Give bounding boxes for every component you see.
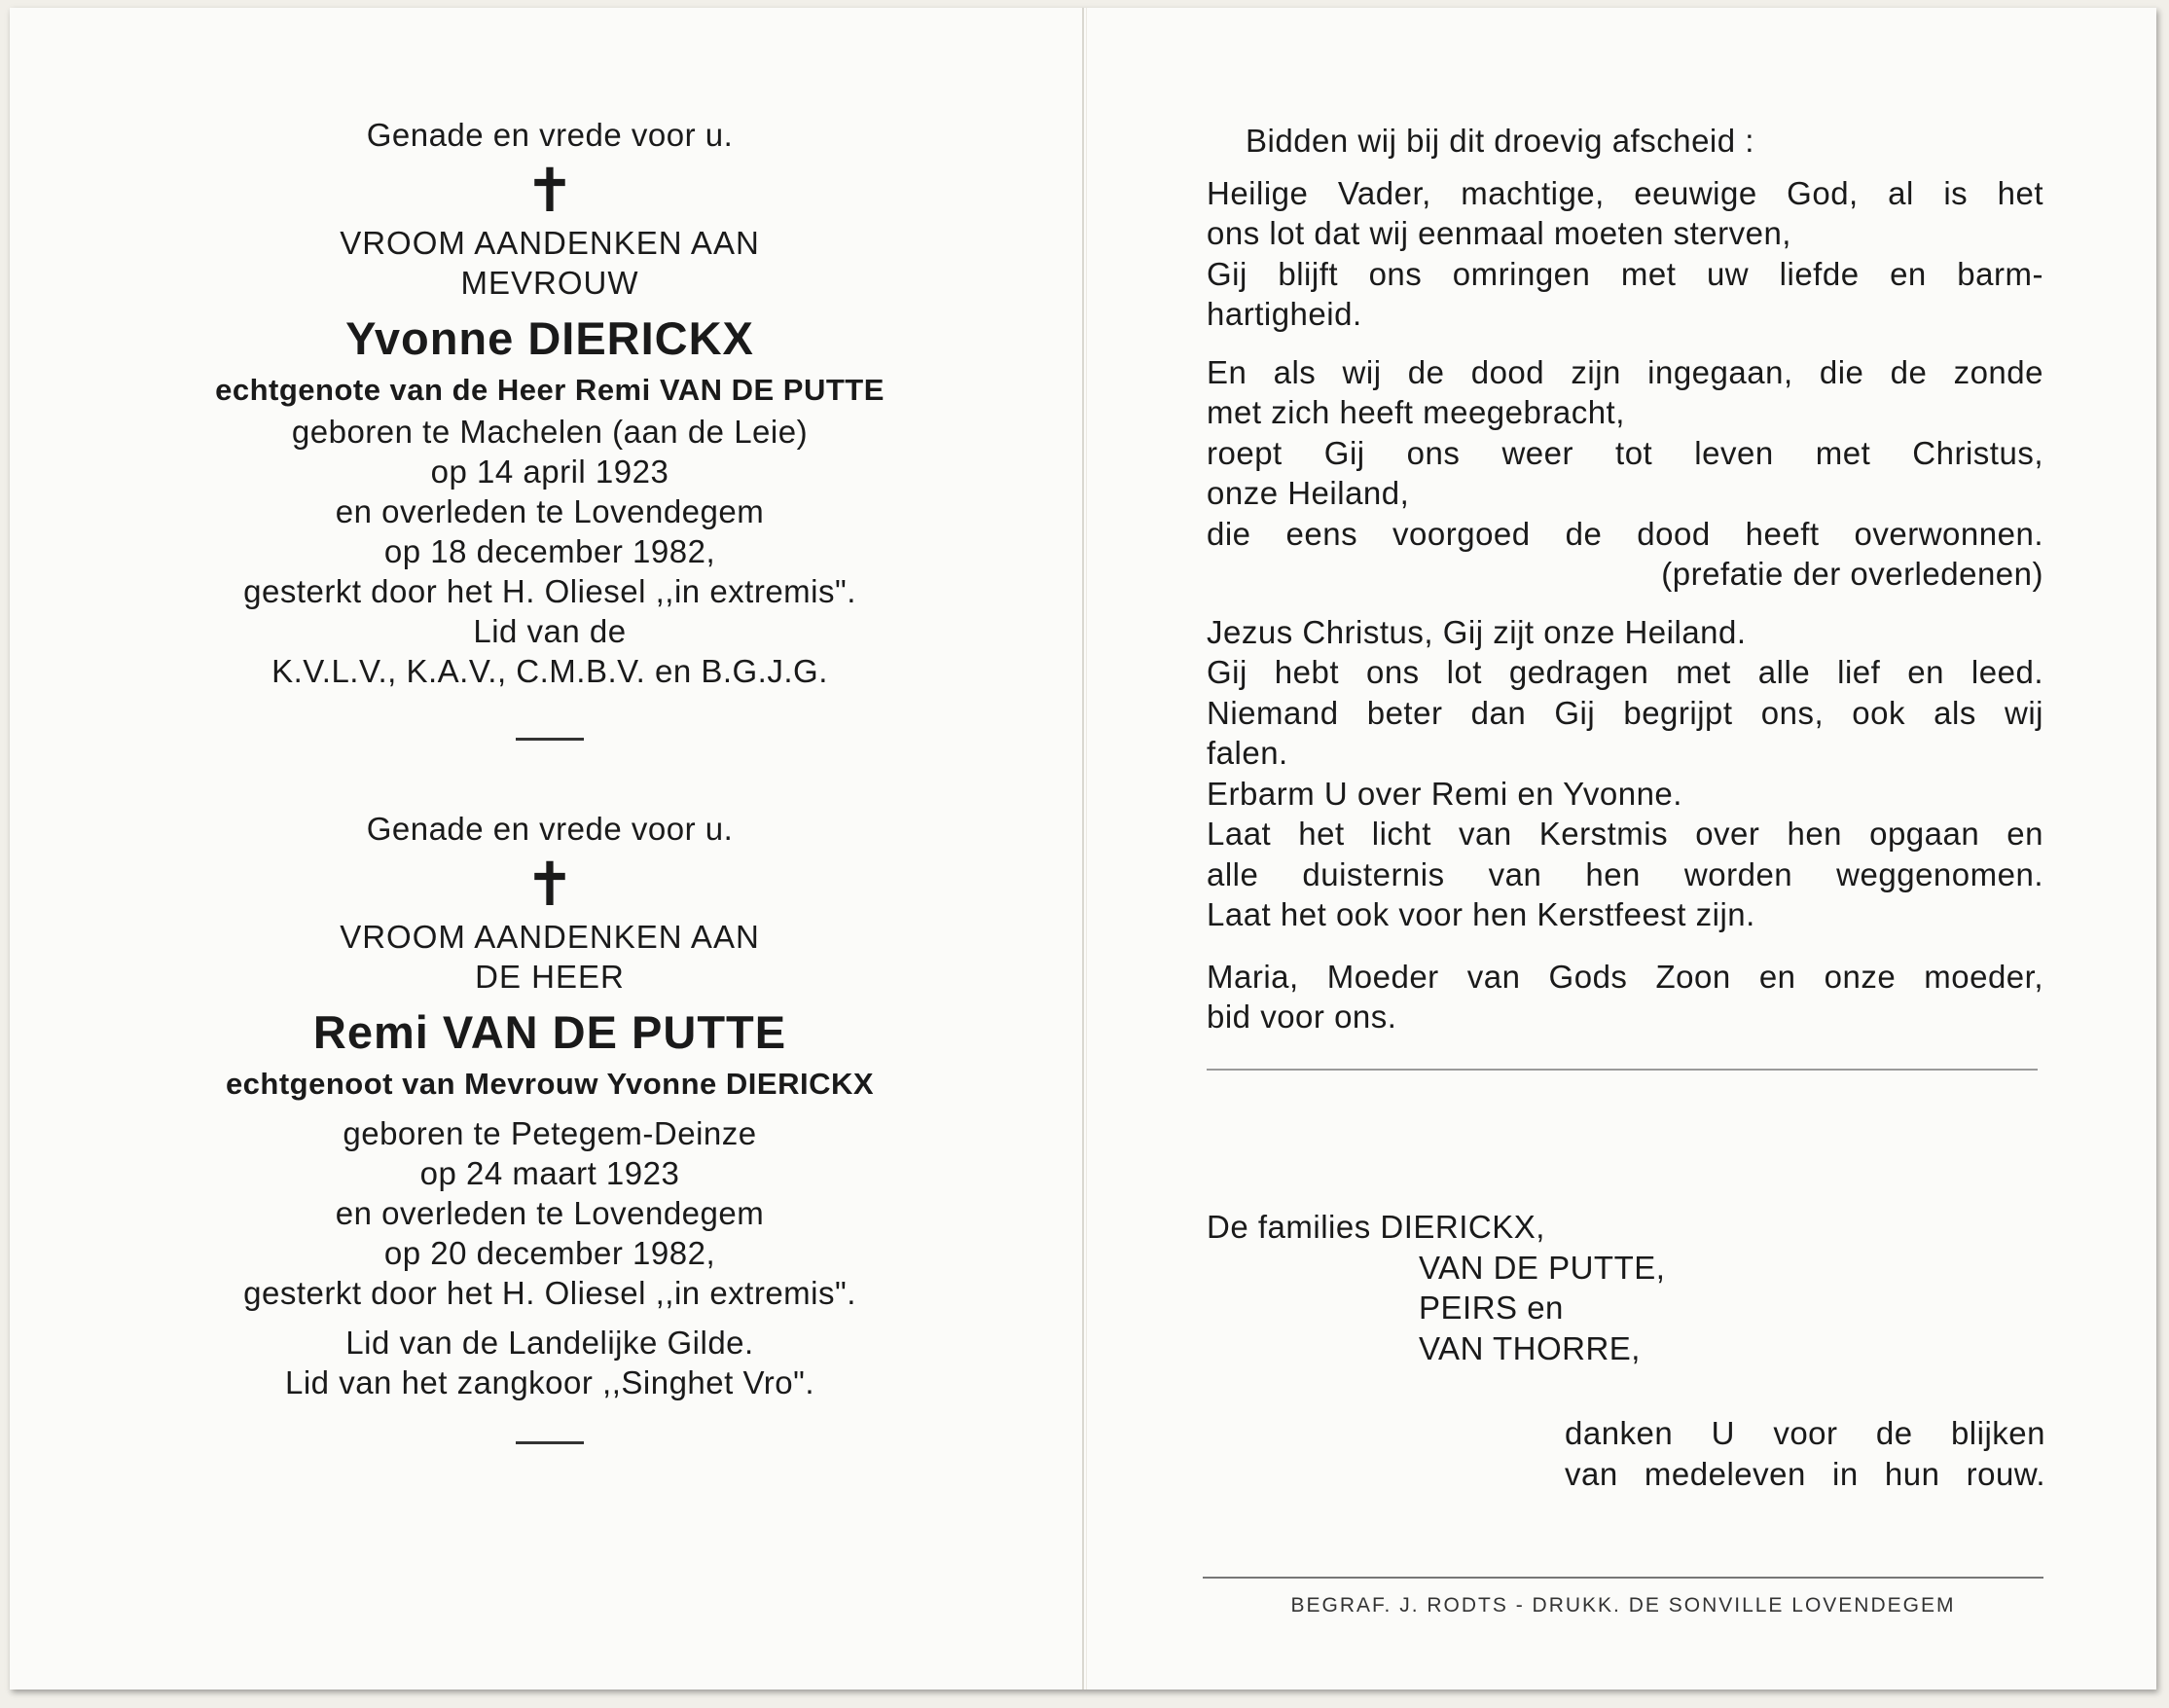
membership-label: Lid van de xyxy=(473,613,627,649)
printer-rule xyxy=(1203,1577,2043,1579)
prayer-line: Gij blijft ons omringen met uw liefde en barm- xyxy=(1207,255,2043,292)
sacrament-line: gesterkt door het H. Oliesel ,,in extremis". xyxy=(243,1275,856,1311)
death-date: op 18 december 1982, xyxy=(383,533,716,569)
prayer-line: bid voor ons. xyxy=(1207,999,1397,1035)
prayer-line: alle duisternis van hen worden weggenomen. xyxy=(1207,855,2043,892)
families-line: VAN THORRE, xyxy=(1419,1329,1641,1366)
cross-icon: ✝ xyxy=(524,155,575,226)
birth-place: geboren te Petegem-Deinze xyxy=(343,1115,757,1151)
birth-date: op 14 april 1923 xyxy=(430,454,669,490)
prayer-line: onze Heiland, xyxy=(1207,475,1410,511)
thanks-block xyxy=(1565,1413,2045,1494)
birth-place: geboren te Machelen (aan de Leie) xyxy=(291,414,809,450)
greeting: Genade en vrede voor u. xyxy=(366,811,734,847)
deceased-name: Remi VAN DE PUTTE xyxy=(312,1006,787,1058)
left-panel xyxy=(117,115,983,1444)
prayer-line: Laat het ook voor hen Kerstfeest zijn. xyxy=(1207,896,1755,932)
prayer-source: (prefatie der overledenen) xyxy=(1661,556,2043,592)
card-fold-shadow xyxy=(1086,8,1087,1690)
memorial-heading: VROOM AANDENKEN AAN xyxy=(340,225,760,261)
families-block xyxy=(1207,1207,2043,1368)
death-place: en overleden te Lovendegem xyxy=(335,493,765,529)
death-date: op 20 december 1982, xyxy=(383,1235,716,1271)
sacrament-line: gesterkt door het H. Oliesel ,,in extremis". xyxy=(243,573,856,609)
families-line: De families DIERICKX, xyxy=(1207,1209,1545,1245)
thanks-line: danken U voor de blijken xyxy=(1565,1415,2045,1451)
prayer-line: En als wij de dood zijn ingegaan, die de zonde xyxy=(1207,353,2043,390)
right-panel xyxy=(1207,121,2043,1071)
greeting: Genade en vrede voor u. xyxy=(366,117,734,153)
prayer-line: Jezus Christus, Gij zijt onze Heiland. xyxy=(1207,613,1747,650)
memorial-heading: VROOM AANDENKEN AAN xyxy=(340,919,760,955)
spouse-line: echtgenote van de Heer Remi VAN DE PUTTE xyxy=(215,373,885,407)
death-place: en overleden te Lovendegem xyxy=(335,1195,765,1231)
card-fold xyxy=(1082,8,1084,1690)
prayer-line: Heilige Vader, machtige, eeuwige God, al is het xyxy=(1207,174,2043,211)
families-line: VAN DE PUTTE, xyxy=(1419,1249,1666,1286)
membership-line: Lid van het zangkoor ,,Singhet Vro". xyxy=(285,1364,814,1400)
prayer-line: falen. xyxy=(1207,735,1288,771)
prayer-line: Maria, Moeder van Gods Zoon en onze moeder, xyxy=(1207,958,2043,995)
prayer-line: Laat het licht van Kerstmis over hen opgaan en xyxy=(1207,816,2043,852)
prayer-line: roept Gij ons weer tot leven met Christus, xyxy=(1207,434,2043,471)
membership-list: K.V.L.V., K.A.V., C.M.B.V. en B.G.J.G. xyxy=(271,653,828,689)
prayer-line: met zich heeft meegebracht, xyxy=(1207,394,1625,430)
prayer-line: hartigheid. xyxy=(1207,296,1362,332)
printer-credit: BEGRAF. J. RODTS - DRUKK. DE SONVILLE LOVENDEGEM xyxy=(1290,1594,1956,1617)
families-line: PEIRS en xyxy=(1419,1290,1564,1326)
prayer-line: ons lot dat wij eenmaal moeten sterven, xyxy=(1207,215,1791,251)
prayer-line: Erbarm U over Remi en Yvonne. xyxy=(1207,775,1682,812)
prayer-line: Gij hebt ons lot gedragen met alle lief en leed. xyxy=(1207,654,2043,690)
cross-icon: ✝ xyxy=(524,849,575,920)
prayer-line: Niemand beter dan Gij begrijpt ons, ook als wij xyxy=(1207,694,2043,731)
birth-date: op 24 maart 1923 xyxy=(419,1155,680,1191)
deceased-name: Yvonne DIERICKX xyxy=(345,312,754,364)
membership-line: Lid van de Landelijke Gilde. xyxy=(345,1325,754,1361)
memorial-title: DE HEER xyxy=(475,959,625,995)
spouse-line: echtgenoot van Mevrouw Yvonne DIERICKX xyxy=(225,1067,875,1101)
separator-rule xyxy=(1207,1069,2038,1071)
thanks-line: van medeleven in hun rouw. xyxy=(1565,1455,2045,1492)
separator-dash xyxy=(516,1441,584,1444)
prayer-line: die eens voorgoed de dood heeft overwonnen. xyxy=(1207,515,2043,552)
prayer-intro: Bidden wij bij dit droevig afscheid : xyxy=(1246,123,1754,159)
memorial-title: MEVROUW xyxy=(460,265,639,301)
